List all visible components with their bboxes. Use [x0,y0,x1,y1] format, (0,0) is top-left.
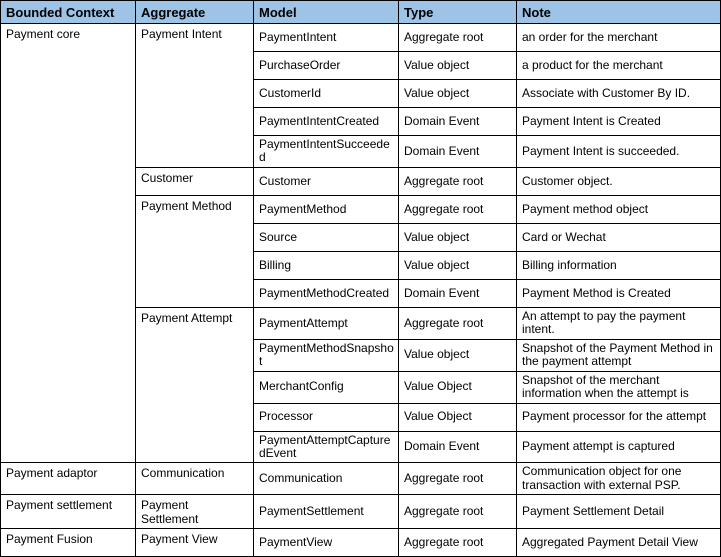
cell-note: an order for the merchant [517,24,721,52]
cell-type: Aggregate root [399,195,517,223]
cell-model: Billing [254,251,399,279]
cell-type: Aggregate root [399,24,517,52]
cell-note: Aggregated Payment Detail View [517,529,721,557]
cell-type: Value object [399,80,517,108]
cell-note: Payment Intent is succeeded. [517,136,721,168]
cell-model: Processor [254,403,399,431]
cell-bounded-context: Payment settlement [1,495,136,529]
cell-model: PaymentIntentSucceeded [254,136,399,168]
table-header [1,1,721,24]
cell-type: Aggregate root [399,167,517,195]
cell-type: Domain Event [399,279,517,307]
table-row [1,529,721,557]
header-type: Type [399,1,517,24]
table-body [1,24,721,557]
cell-model: PaymentMethodSnapshot [254,339,399,371]
cell-type: Domain Event [399,108,517,136]
cell-note: Snapshot of the Payment Method in the payment attempt [517,339,721,371]
cell-aggregate: Payment Settlement [136,495,254,529]
table-row [1,24,721,52]
header-note: Note [517,1,721,24]
cell-model: Communication [254,463,399,495]
cell-note: Payment processor for the attempt [517,403,721,431]
cell-type: Domain Event [399,136,517,168]
cell-note: An attempt to pay the payment intent. [517,307,721,339]
cell-note: Billing information [517,251,721,279]
cell-type: Domain Event [399,431,517,463]
cell-note: Payment method object [517,195,721,223]
cell-aggregate: Payment Intent [136,24,254,168]
cell-aggregate: Customer [136,167,254,195]
cell-bounded-context: Payment adaptor [1,463,136,495]
cell-model: PaymentAttempt [254,307,399,339]
cell-model: Customer [254,167,399,195]
cell-aggregate: Communication [136,463,254,495]
cell-model: PaymentIntent [254,24,399,52]
cell-model: PaymentIntentCreated [254,108,399,136]
cell-model: CustomerId [254,80,399,108]
cell-type: Aggregate root [399,463,517,495]
cell-note: Associate with Customer By ID. [517,80,721,108]
cell-model: PaymentSettlement [254,495,399,529]
cell-bounded-context: Payment Fusion [1,529,136,557]
header-aggregate: Aggregate [136,1,254,24]
table-row [1,495,721,529]
cell-type: Value Object [399,371,517,403]
cell-model: PurchaseOrder [254,52,399,80]
cell-type: Value Object [399,403,517,431]
cell-bounded-context: Payment core [1,24,136,463]
cell-type: Aggregate root [399,495,517,529]
cell-aggregate: Payment Attempt [136,307,254,463]
cell-type: Aggregate root [399,529,517,557]
cell-type: Value object [399,223,517,251]
table-row [1,463,721,495]
cell-type: Value object [399,339,517,371]
cell-type: Value object [399,251,517,279]
cell-note: Communication object for one transaction with external PSP. [517,463,721,495]
cell-note: Payment attempt is captured [517,431,721,463]
cell-note: Card or Wechat [517,223,721,251]
header-model: Model [254,1,399,24]
cell-note: a product for the merchant [517,52,721,80]
cell-model: PaymentView [254,529,399,557]
cell-model: PaymentMethod [254,195,399,223]
header-bounded-context: Bounded Context [1,1,136,24]
cell-model: PaymentAttemptCapturedEvent [254,431,399,463]
cell-model: PaymentMethodCreated [254,279,399,307]
cell-note: Customer object. [517,167,721,195]
cell-note: Snapshot of the merchant information when the attempt is [517,371,721,403]
cell-aggregate: Payment View [136,529,254,557]
cell-model: Source [254,223,399,251]
cell-type: Value object [399,52,517,80]
cell-note: Payment Intent is Created [517,108,721,136]
cell-aggregate: Payment Method [136,195,254,307]
header-row [1,1,721,24]
cell-note: Payment Settlement Detail [517,495,721,529]
cell-note: Payment Method is Created [517,279,721,307]
cell-type: Aggregate root [399,307,517,339]
cell-model: MerchantConfig [254,371,399,403]
